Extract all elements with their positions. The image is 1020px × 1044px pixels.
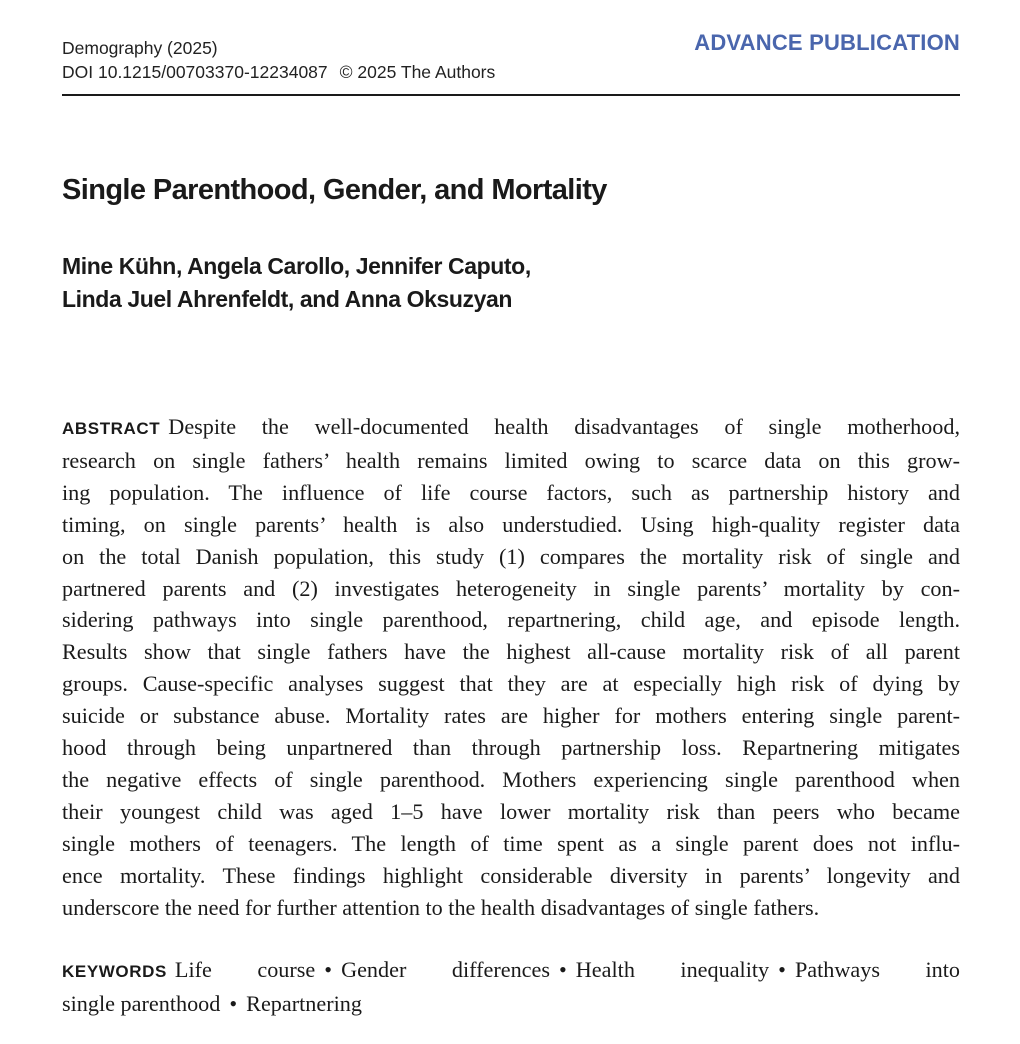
article-title: Single Parenthood, Gender, and Mortality (62, 174, 607, 206)
keyword-separator: • (229, 990, 238, 1016)
abstract-line: sidering pathways into single parenthood, repartnering, child age, and episode length. (62, 607, 960, 633)
author-list (62, 250, 531, 316)
journal-name: Demography (2025) (62, 38, 218, 58)
keyword: Repartnering (246, 990, 362, 1016)
abstract-line: underscore the need for further attention to the health disadvantages of single fathers. (62, 894, 820, 920)
keywords-line (62, 954, 960, 988)
abstract-line: ence mortality. These findings highlight considerable diversity in parents’ longevity and (62, 862, 960, 888)
keyword: Health inequality (575, 957, 770, 982)
abstract-line: their youngest child was aged 1–5 have lower mortality risk than peers who became (62, 798, 960, 824)
author-line: Mine Kühn, Angela Carollo, Jennifer Caputo, (62, 253, 531, 279)
abstract-line: Results show that single fathers have the highest all-cause mortality risk of all parent (62, 639, 960, 665)
abstract-line: hood through being unpartnered than through partnership loss. Repartnering mitigates (62, 735, 960, 761)
keyword: single parenthood (62, 990, 221, 1016)
article-page (62, 0, 960, 1016)
keywords (62, 954, 960, 1020)
keyword-separator: • (324, 957, 333, 982)
page-header (62, 0, 960, 96)
keyword: Gender differences (341, 957, 550, 982)
author-line: Linda Juel Ahrenfeldt, and Anna Oksuzyan (62, 286, 513, 312)
keyword-separator: • (559, 957, 567, 982)
abstract-label: ABSTRACT (62, 419, 161, 438)
abstract-line: timing, on single parents’ health is also understudied. Using high-quality register data (62, 511, 960, 537)
abstract-line: partnered parents and (2) investigates heterogeneity in single parents’ mortality by con- (62, 575, 960, 601)
abstract-line: the negative effects of single parenthood. Mothers experiencing single parenthood when (62, 766, 960, 792)
abstract-line (62, 411, 960, 445)
keyword: Pathways into (794, 957, 960, 982)
abstract-line: groups. Cause-specific analyses suggest that they are at especially high risk of dying by (62, 671, 960, 697)
abstract-line: single mothers of teenagers. The length of time spent as a single parent does not influ- (62, 830, 960, 856)
copyright: © 2025 The Authors (339, 62, 496, 82)
doi-line (62, 60, 495, 84)
abstract-text: Despite the well-documented health disadvantages of single motherhood, (168, 414, 960, 439)
abstract-line: suicide or substance abuse. Mortality rates are higher for mothers entering single parent- (62, 703, 960, 729)
abstract-line: research on single fathers’ health remains limited owing to scarce data on this grow- (62, 447, 960, 473)
doi[interactable]: DOI 10.1215/00703370-12234087 (62, 62, 328, 82)
abstract-line: on the total Danish population, this study (1) compares the mortality risk of single and (62, 543, 960, 569)
advance-publication-badge: ADVANCE PUBLICATION (694, 30, 960, 55)
keywords-line (62, 988, 960, 1020)
abstract-line: ing population. The influence of life course factors, such as partnership history and (62, 479, 960, 505)
keywords-label: KEYWORDS (62, 962, 167, 981)
abstract (62, 411, 960, 924)
keyword-separator: • (778, 957, 786, 982)
keyword: Life course (174, 957, 316, 982)
